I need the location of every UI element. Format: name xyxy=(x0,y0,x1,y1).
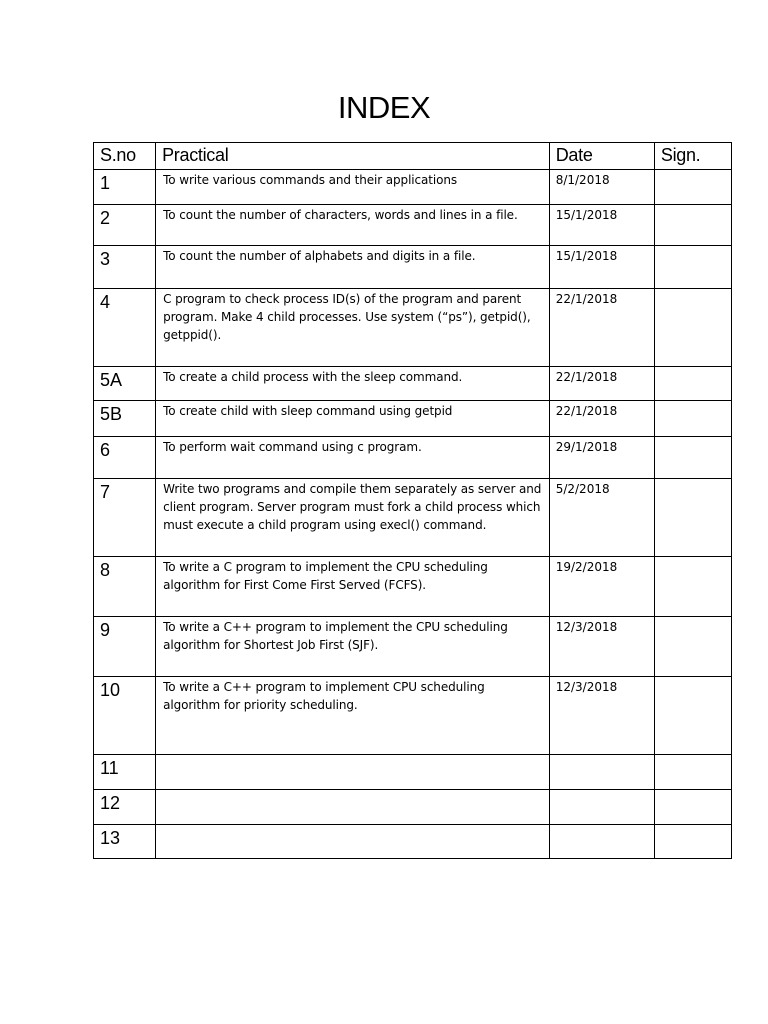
row-date: 8/1/2018 xyxy=(549,170,654,205)
header-row xyxy=(94,143,732,170)
table-row xyxy=(94,617,732,677)
row-sign-cell xyxy=(654,246,731,289)
row-sign-cell xyxy=(654,367,731,401)
row-sno: 1 xyxy=(94,170,156,205)
row-practical: To create a child process with the sleep command. xyxy=(156,367,550,401)
row-sno: 6 xyxy=(94,437,156,479)
row-practical: To write a C++ program to implement CPU scheduling algorithm for priority scheduling. xyxy=(156,677,550,755)
table-row xyxy=(94,557,732,617)
row-practical: To write a C++ program to implement the CPU scheduling algorithm for Shortest Job First (SJF). xyxy=(156,617,550,677)
page-title: INDEX xyxy=(337,90,431,125)
row-practical: Write two programs and compile them separately as server and client program. Server program must fork a child process which must execute a child program using execl() command. xyxy=(156,479,550,557)
table-row xyxy=(94,479,732,557)
row-sign-cell xyxy=(654,617,731,677)
table-row xyxy=(94,367,732,401)
table-row xyxy=(94,825,732,859)
row-practical: To write a C program to implement the CPU scheduling algorithm for First Come First Served (FCFS). xyxy=(156,557,550,617)
table-row xyxy=(94,677,732,755)
row-sign-cell xyxy=(654,205,731,246)
row-sno: 8 xyxy=(94,557,156,617)
row-practical xyxy=(156,790,550,825)
row-sno: 12 xyxy=(94,790,156,825)
row-date: 22/1/2018 xyxy=(549,289,654,367)
row-sno: 2 xyxy=(94,205,156,246)
row-sign-cell xyxy=(654,170,731,205)
row-practical: To count the number of characters, words and lines in a file. xyxy=(156,205,550,246)
row-sno: 11 xyxy=(94,755,156,790)
table-row xyxy=(94,755,732,790)
row-sign-cell xyxy=(654,755,731,790)
row-practical: C program to check process ID(s) of the program and parent program. Make 4 child processes. Use system (“ps”), getpid(), getppid(). xyxy=(156,289,550,367)
row-sno: 7 xyxy=(94,479,156,557)
row-sno: 13 xyxy=(94,825,156,859)
row-sign-cell xyxy=(654,479,731,557)
row-sign-cell xyxy=(654,825,731,859)
row-date: 12/3/2018 xyxy=(549,617,654,677)
row-sign-cell xyxy=(654,557,731,617)
row-date: 12/3/2018 xyxy=(549,677,654,755)
row-sno: 10 xyxy=(94,677,156,755)
row-sno: 5B xyxy=(94,401,156,437)
table-row xyxy=(94,170,732,205)
row-practical xyxy=(156,825,550,859)
row-date xyxy=(549,755,654,790)
table-row xyxy=(94,437,732,479)
row-sno: 3 xyxy=(94,246,156,289)
row-sno: 9 xyxy=(94,617,156,677)
row-date: 22/1/2018 xyxy=(549,401,654,437)
row-sign-cell xyxy=(654,790,731,825)
header-date: Date xyxy=(549,143,654,170)
header-practical: Practical xyxy=(156,143,550,170)
row-date xyxy=(549,825,654,859)
row-date: 15/1/2018 xyxy=(549,205,654,246)
row-sign-cell xyxy=(654,677,731,755)
row-sno: 4 xyxy=(94,289,156,367)
row-date: 29/1/2018 xyxy=(549,437,654,479)
row-practical: To perform wait command using c program. xyxy=(156,437,550,479)
table-row xyxy=(94,790,732,825)
row-sign-cell xyxy=(654,437,731,479)
row-date: 22/1/2018 xyxy=(549,367,654,401)
row-practical: To create child with sleep command using getpid xyxy=(156,401,550,437)
row-date: 15/1/2018 xyxy=(549,246,654,289)
row-date: 19/2/2018 xyxy=(549,557,654,617)
row-practical xyxy=(156,755,550,790)
table-row xyxy=(94,289,732,367)
table-row xyxy=(94,401,732,437)
header-sign: Sign. xyxy=(654,143,731,170)
row-practical: To count the number of alphabets and digits in a file. xyxy=(156,246,550,289)
row-date: 5/2/2018 xyxy=(549,479,654,557)
row-practical: To write various commands and their applications xyxy=(156,170,550,205)
row-sign-cell xyxy=(654,401,731,437)
row-sno: 5A xyxy=(94,367,156,401)
header-sno: S.no xyxy=(94,143,156,170)
index-table xyxy=(93,142,732,859)
row-sign-cell xyxy=(654,289,731,367)
row-date xyxy=(549,790,654,825)
table-row xyxy=(94,246,732,289)
table-row xyxy=(94,205,732,246)
